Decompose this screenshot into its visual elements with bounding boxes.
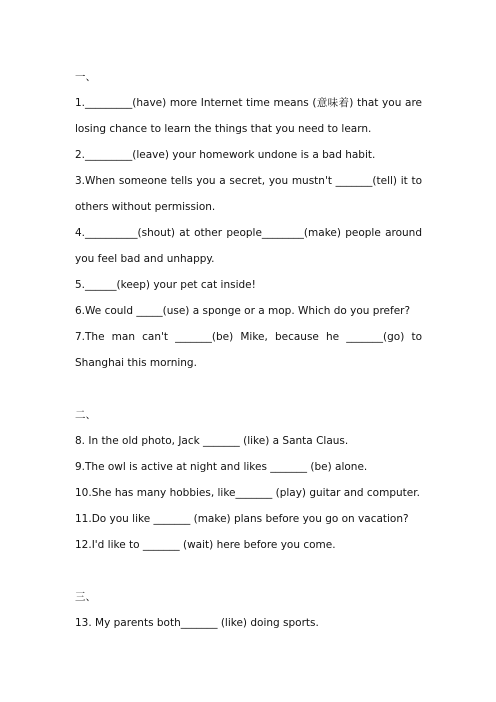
section-spacer (75, 558, 422, 584)
question-11: 11.Do you like _______ (make) plans before you go on vacation? (75, 513, 409, 525)
question-12: 12.I'd like to _______ (wait) here before you come. (75, 539, 336, 551)
question-1: 1._________(have) more Internet time means (意味着) that you are losing chance to learn the things that you need to learn. (75, 97, 422, 135)
question-4: 4.__________(shout) at other people________(make) people around you feel bad and unhappy. (75, 227, 422, 265)
question-7: 7.The man can't _______(be) Mike, because he _______(go) to Shanghai this morning. (75, 331, 422, 369)
question-3: 3.When someone tells you a secret, you mustn't _______(tell) it to others without permission. (75, 175, 422, 213)
question-13: 13. My parents both_______ (like) doing sports. (75, 617, 319, 629)
question-10: 10.She has many hobbies, like_______ (play) guitar and computer. (75, 487, 420, 499)
question-6: 6.We could _____(use) a sponge or a mop. Which do you prefer? (75, 305, 411, 317)
question-5: 5.______(keep) your pet cat inside! (75, 279, 256, 291)
question-2: 2._________(leave) your homework undone is a bad habit. (75, 149, 376, 161)
question-8: 8. In the old photo, Jack _______ (like) a Santa Claus. (75, 435, 349, 447)
section-three-heading: 三、 (75, 591, 96, 603)
section-one-heading: 一、 (75, 71, 96, 83)
section-two-heading: 二、 (75, 409, 96, 421)
section-spacer (75, 376, 422, 402)
worksheet-content (75, 64, 422, 636)
question-9: 9.The owl is active at night and likes _______ (be) alone. (75, 461, 368, 473)
